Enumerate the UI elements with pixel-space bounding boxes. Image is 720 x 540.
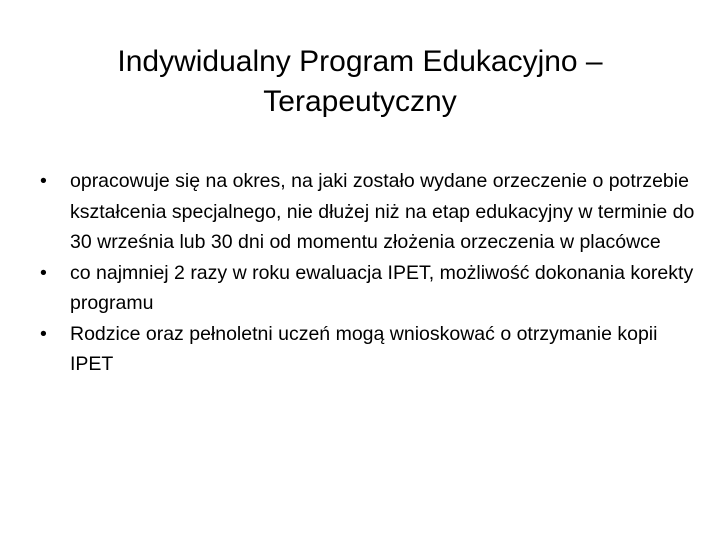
slide-title (60, 42, 660, 122)
slide-title-line-2: Terapeutyczny (263, 85, 457, 118)
bullet-list (40, 166, 700, 380)
bullet-dot-icon: • (40, 322, 47, 345)
bullet-dot-icon: • (40, 261, 47, 284)
bullet-text: Rodzice oraz pełnoletni uczeń mogą wnioskować o otrzymanie kopii IPET (70, 322, 658, 375)
bullet-dot-icon: • (40, 170, 47, 192)
bullet-text: opracowuje się na okres, na jaki zostało wydane orzeczenie o potrzebie kształcenia specjalnego, nie dłużej niż na etap edukacyjny w terminie do 30 września lub 30 dni od momentu złożenia orzeczenia w placówce (70, 170, 695, 253)
bullet-item (40, 166, 700, 258)
bullet-item (40, 258, 700, 319)
slide-title-line-1: Indywidualny Program Edukacyjno – (117, 45, 603, 78)
bullet-item (40, 319, 700, 380)
bullet-text: co najmniej 2 razy w roku ewaluacja IPET, możliwość dokonania korekty programu (70, 261, 694, 314)
